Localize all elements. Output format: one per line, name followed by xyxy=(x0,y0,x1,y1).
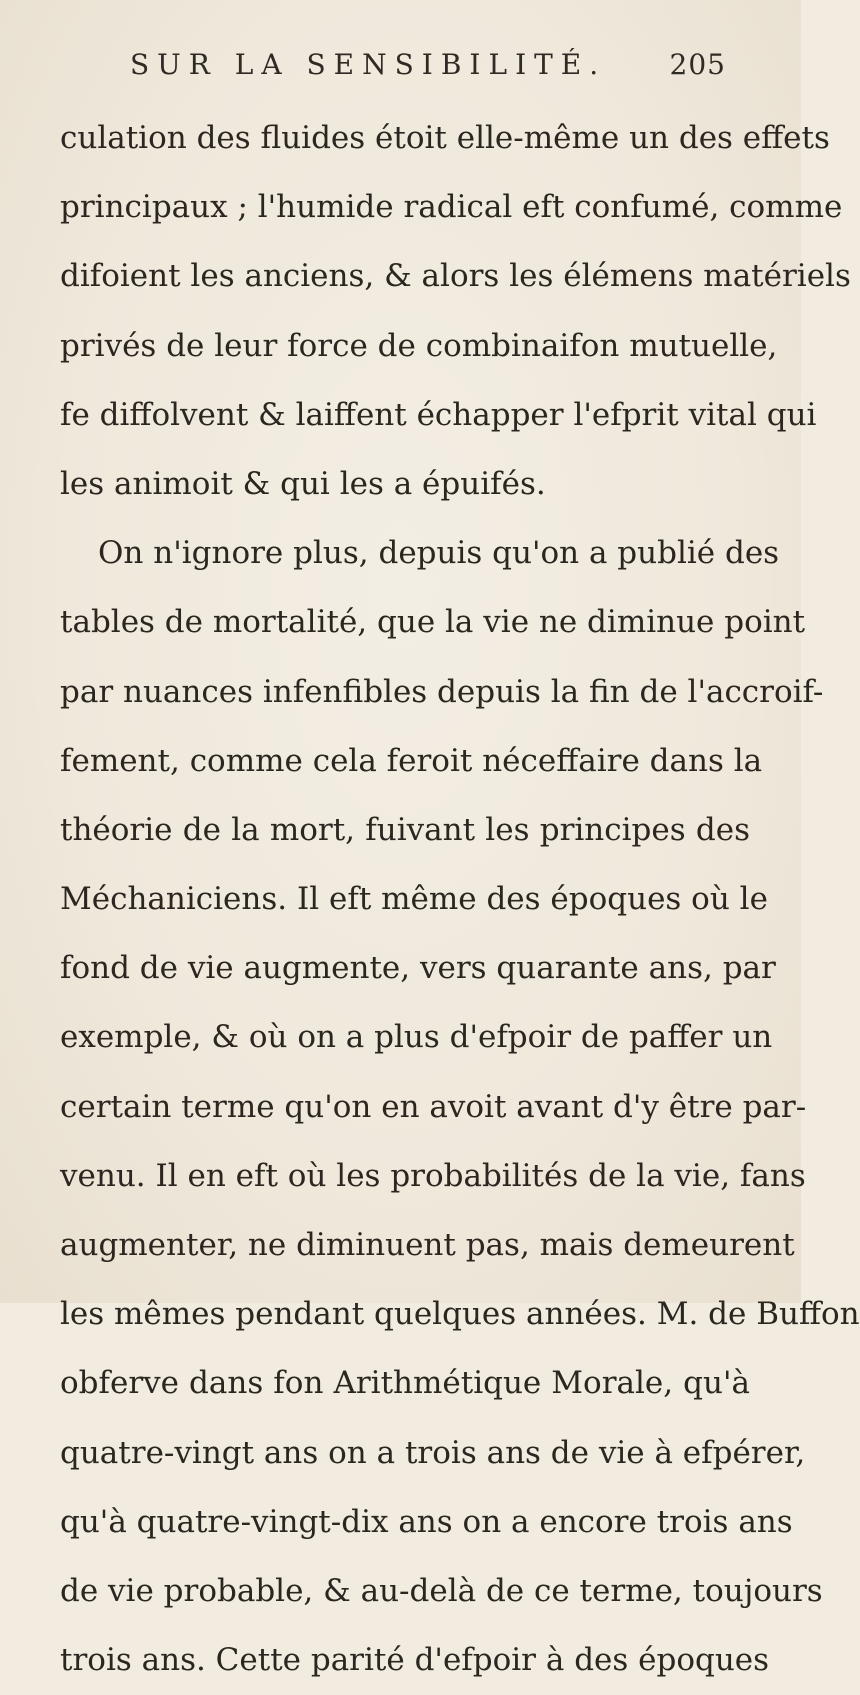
text-line: qu'à quatre-vingt-dix ans on a encore trois ans xyxy=(60,1503,793,1540)
text-line: fe diffolvent & laiffent échapper l'efprit vital qui xyxy=(60,396,817,433)
text-line: Méchaniciens. Il eft même des époques où le xyxy=(60,881,768,918)
text-line: par nuances infenfibles depuis la fin de l'accroif- xyxy=(60,673,824,710)
text-line: les mêmes pendant quelques années. M. de Buffon xyxy=(60,1296,860,1333)
text-line: principaux ; l'humide radical eft confumé, comme xyxy=(60,189,843,226)
paragraph-start-line: On n'ignore plus, depuis qu'on a publié des xyxy=(98,535,780,572)
text-line: augmenter, ne diminuent pas, mais demeurent xyxy=(60,1227,795,1263)
running-head-title: SUR LA SENSIBILITÉ. xyxy=(130,48,607,81)
text-line: tables de mortalité, que la vie ne diminue point xyxy=(60,604,806,641)
body-text xyxy=(60,104,860,1695)
text-line: fond de vie augmente, vers quarante ans, par xyxy=(60,950,776,987)
text-line: théorie de la mort, fuivant les principes des xyxy=(60,811,750,848)
text-line: culation des fluides étoit elle-même un des effets xyxy=(60,120,830,156)
text-line: trois ans. Cette parité d'efpoir à des époques xyxy=(60,1642,770,1679)
text-line: exemple, & où on a plus d'efpoir de paffer un xyxy=(60,1019,773,1056)
text-line: fement, comme cela feroit néceffaire dans la xyxy=(60,742,763,779)
page-number: 205 xyxy=(669,48,726,81)
text-line: certain terme qu'on en avoit avant d'y être par- xyxy=(60,1088,807,1125)
text-line: obferve dans fon Arithmétique Morale, qu'à xyxy=(60,1365,750,1402)
paragraph-end-line: les animoit & qui les a épuifés. xyxy=(60,465,546,502)
text-line: privés de leur force de combinaifon mutuelle, xyxy=(60,327,778,364)
text-line: venu. Il en eft où les probabilités de la vie, fans xyxy=(60,1157,806,1194)
text-line: de vie probable, & au-delà de ce terme, toujours xyxy=(60,1572,823,1609)
text-line: difoient les anciens, & alors les élémens matériels xyxy=(60,258,851,295)
running-head xyxy=(130,48,730,88)
text-line: quatre-vingt ans on a trois ans de vie à efpérer, xyxy=(60,1434,806,1471)
